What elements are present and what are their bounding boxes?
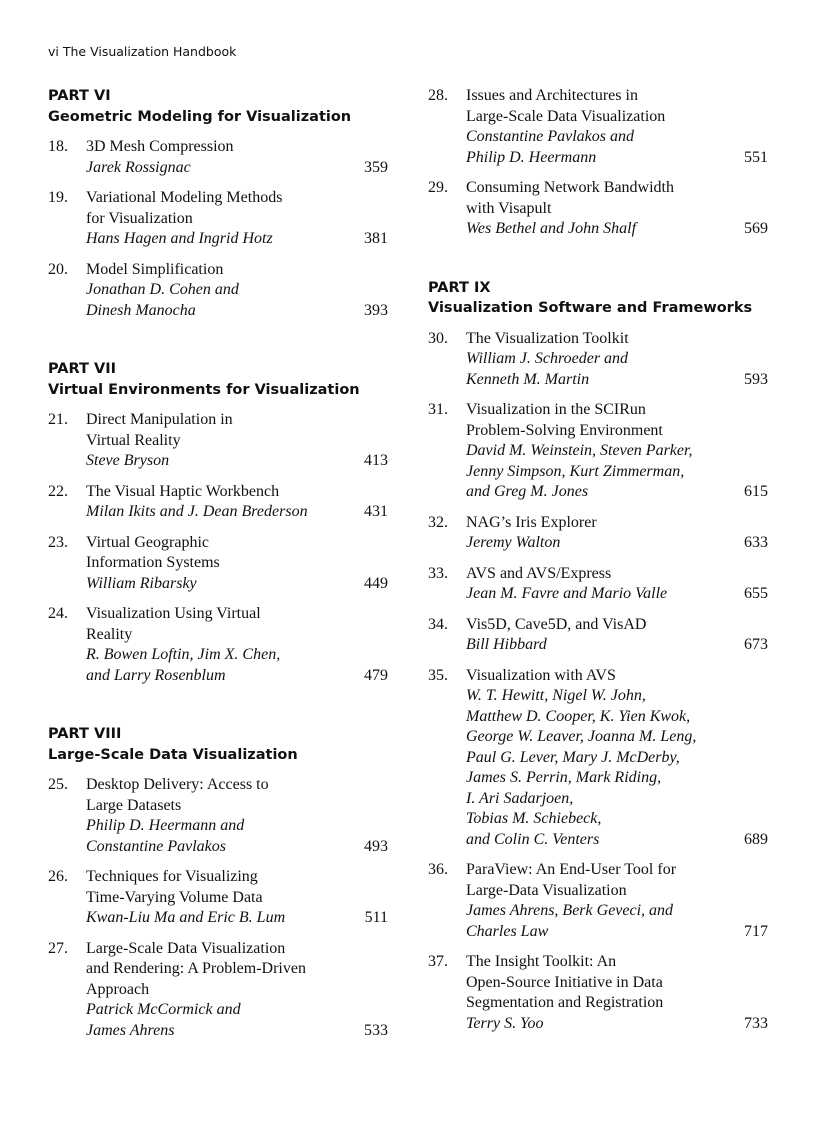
part-title: Virtual Environments for Visualization	[48, 381, 360, 398]
chapter-title: The Visual Haptic Workbench	[86, 482, 280, 500]
chapter-title: Large-Scale Data Visualization and Rendering: A Problem-Driven Approach	[86, 939, 306, 998]
page-number: 493	[364, 837, 388, 855]
chapter-body	[466, 564, 724, 605]
toc-entry	[48, 775, 388, 857]
chapter-number: 35.	[428, 666, 448, 684]
page-number: 733	[744, 1014, 768, 1032]
chapter-title: Visualization in the SCIRun Problem-Solving Environment	[466, 401, 663, 439]
chapter-body	[466, 513, 724, 554]
part-heading	[48, 724, 388, 765]
chapter-authors: Philip D. Heermann and Constantine Pavlakos	[86, 817, 245, 855]
chapter-number: 18.	[48, 138, 68, 155]
page-number: 615	[744, 483, 768, 500]
chapter-authors: Hans Hagen and Ingrid Hotz	[86, 230, 273, 247]
part-heading	[428, 278, 768, 319]
chapter-number: 24.	[48, 605, 68, 622]
chapter-title: Virtual Geographic Information Systems	[86, 533, 220, 571]
chapter-body	[466, 86, 724, 168]
toc-entry	[428, 860, 768, 942]
chapter-title: Direct Manipulation in Virtual Reality	[86, 411, 233, 449]
chapter-body	[466, 329, 724, 391]
chapter-body	[86, 867, 344, 929]
chapter-body	[86, 939, 344, 1042]
chapter-title: Visualization with AVS	[466, 666, 616, 684]
page-number: 655	[744, 585, 768, 602]
toc-entry	[428, 178, 768, 240]
chapter-body	[86, 604, 344, 686]
chapter-authors: Steve Bryson	[86, 452, 170, 469]
toc-entry	[48, 604, 388, 686]
part-label: PART VII	[48, 361, 116, 377]
page-number: 551	[744, 148, 768, 166]
page-number: 593	[744, 370, 768, 388]
chapter-number: 29.	[428, 179, 448, 196]
chapter-authors: Bill Hibbard	[466, 636, 547, 653]
chapter-body	[86, 137, 344, 178]
part-label: PART VI	[48, 88, 111, 104]
chapter-title: Vis5D, Cave5D, and VisAD	[466, 615, 647, 633]
chapter-body	[466, 615, 724, 656]
part-label: PART IX	[428, 279, 491, 296]
chapter-number: 36.	[428, 861, 448, 878]
page-number: 431	[364, 503, 388, 520]
page-number: 569	[744, 220, 768, 237]
chapter-title: ParaView: An End-User Tool for Large-Data Visualization	[466, 861, 677, 899]
chapter-title: NAG’s Iris Explorer	[466, 513, 597, 531]
chapter-number: 23.	[48, 533, 68, 551]
chapter-body	[466, 860, 724, 942]
chapter-number: 21.	[48, 411, 68, 428]
chapter-authors: Constantine Pavlakos and Philip D. Heermann	[466, 128, 634, 166]
chapter-authors: R. Bowen Loftin, Jim X. Chen, and Larry Rosenblum	[86, 646, 281, 684]
chapter-body	[466, 952, 724, 1034]
page-number: 381	[364, 230, 388, 247]
chapter-body	[466, 400, 724, 503]
toc-left-column	[48, 86, 388, 1051]
chapter-number: 34.	[428, 615, 448, 633]
page-number: 717	[744, 922, 768, 940]
page-number: 673	[744, 636, 768, 653]
toc-entry	[428, 615, 768, 656]
toc-entry	[428, 329, 768, 391]
toc-entry	[428, 513, 768, 554]
toc-entry	[48, 137, 388, 178]
chapter-number: 32.	[428, 513, 448, 531]
toc-entry	[428, 400, 768, 503]
part-label: PART VIII	[48, 726, 122, 742]
toc-entry	[428, 564, 768, 605]
chapter-authors: Milan Ikits and J. Dean Brederson	[86, 503, 308, 520]
chapter-body	[86, 775, 344, 857]
chapter-authors: William J. Schroeder and Kenneth M. Martin	[466, 350, 629, 388]
chapter-number: 28.	[428, 87, 448, 104]
page-number: 413	[364, 452, 388, 469]
chapter-title: The Insight Toolkit: An Open-Source Initiative in Data Segmentation and Registration	[466, 953, 664, 1011]
chapter-number: 33.	[428, 564, 448, 582]
chapter-body	[86, 482, 344, 523]
chapter-number: 19.	[48, 189, 68, 206]
chapter-body	[466, 666, 724, 851]
page-number: 689	[744, 830, 768, 848]
page-number: 359	[364, 158, 388, 176]
running-head: vi The Visualization Handbook	[48, 44, 237, 59]
part-title: Visualization Software and Frameworks	[428, 300, 753, 316]
chapter-number: 20.	[48, 260, 68, 278]
chapter-title: Desktop Delivery: Access to Large Datasets	[86, 776, 269, 814]
chapter-authors: William Ribarsky	[86, 574, 197, 592]
toc-entry	[48, 188, 388, 250]
page-number: 393	[364, 301, 388, 319]
chapter-authors: Jean M. Favre and Mario Valle	[466, 585, 668, 602]
chapter-body	[86, 260, 344, 322]
page-number: 633	[744, 534, 768, 551]
chapter-authors: Jeremy Walton	[466, 534, 561, 551]
chapter-authors: David M. Weinstein, Steven Parker, Jenny Simpson, Kurt Zimmerman, and Greg M. Jones	[466, 442, 693, 500]
chapter-title: Visualization Using Virtual Reality	[86, 605, 261, 643]
chapter-number: 37.	[428, 953, 448, 970]
chapter-authors: Kwan-Liu Ma and Eric B. Lum	[86, 909, 286, 926]
part-title: Geometric Modeling for Visualization	[48, 108, 352, 125]
toc-entry	[48, 482, 388, 523]
chapter-body	[466, 178, 724, 240]
chapter-authors: Terry S. Yoo	[466, 1014, 544, 1032]
chapter-title: Variational Modeling Methods for Visualization	[86, 189, 283, 227]
chapter-title: AVS and AVS/Express	[466, 564, 612, 582]
page-number: 511	[364, 909, 388, 926]
chapter-authors: Patrick McCormick and James Ahrens	[86, 1001, 241, 1039]
chapter-title: Techniques for Visualizing Time-Varying Volume Data	[86, 868, 263, 906]
chapter-title: 3D Mesh Compression	[86, 138, 234, 155]
toc-entry	[428, 952, 768, 1034]
chapter-title: The Visualization Toolkit	[466, 329, 629, 347]
chapter-number: 30.	[428, 329, 448, 347]
chapter-number: 26.	[48, 868, 68, 885]
page-number: 449	[364, 574, 388, 592]
chapter-number: 27.	[48, 939, 68, 957]
toc-right-column	[428, 86, 768, 1044]
toc-entry	[428, 666, 768, 851]
chapter-number: 25.	[48, 776, 68, 793]
chapter-authors: Wes Bethel and John Shalf	[466, 220, 637, 237]
page-number: 479	[364, 666, 388, 684]
chapter-authors: Jarek Rossignac	[86, 158, 191, 176]
toc-entry	[48, 533, 388, 595]
part-title: Large-Scale Data Visualization	[48, 746, 298, 763]
toc-entry	[48, 260, 388, 322]
toc-entry	[48, 410, 388, 472]
page-number: 533	[364, 1021, 388, 1039]
part-heading	[48, 359, 388, 400]
toc-entry	[48, 867, 388, 929]
chapter-title: Model Simplification	[86, 260, 224, 278]
chapter-number: 31.	[428, 401, 448, 418]
chapter-title: Consuming Network Bandwidth with Visapult	[466, 179, 674, 217]
chapter-authors: W. T. Hewitt, Nigel W. John, Matthew D. Cooper, K. Yien Kwok, George W. Leaver, Joanna M. Leng, Paul G. Lever, Mary J. McDerby, James S. Perrin, Mark Riding, I. Ari Sadarjoen, Tobias M. Schiebeck, and Colin C. Venters	[466, 687, 697, 848]
chapter-authors: Jonathan D. Cohen and Dinesh Manocha	[86, 281, 239, 319]
chapter-number: 22.	[48, 482, 68, 500]
part-heading	[48, 86, 388, 127]
chapter-authors: James Ahrens, Berk Geveci, and Charles Law	[466, 902, 674, 940]
toc-entry	[428, 86, 768, 168]
chapter-body	[86, 533, 344, 595]
toc-entry	[48, 939, 388, 1042]
chapter-body	[86, 188, 344, 250]
chapter-title: Issues and Architectures in Large-Scale Data Visualization	[466, 87, 666, 125]
chapter-body	[86, 410, 344, 472]
